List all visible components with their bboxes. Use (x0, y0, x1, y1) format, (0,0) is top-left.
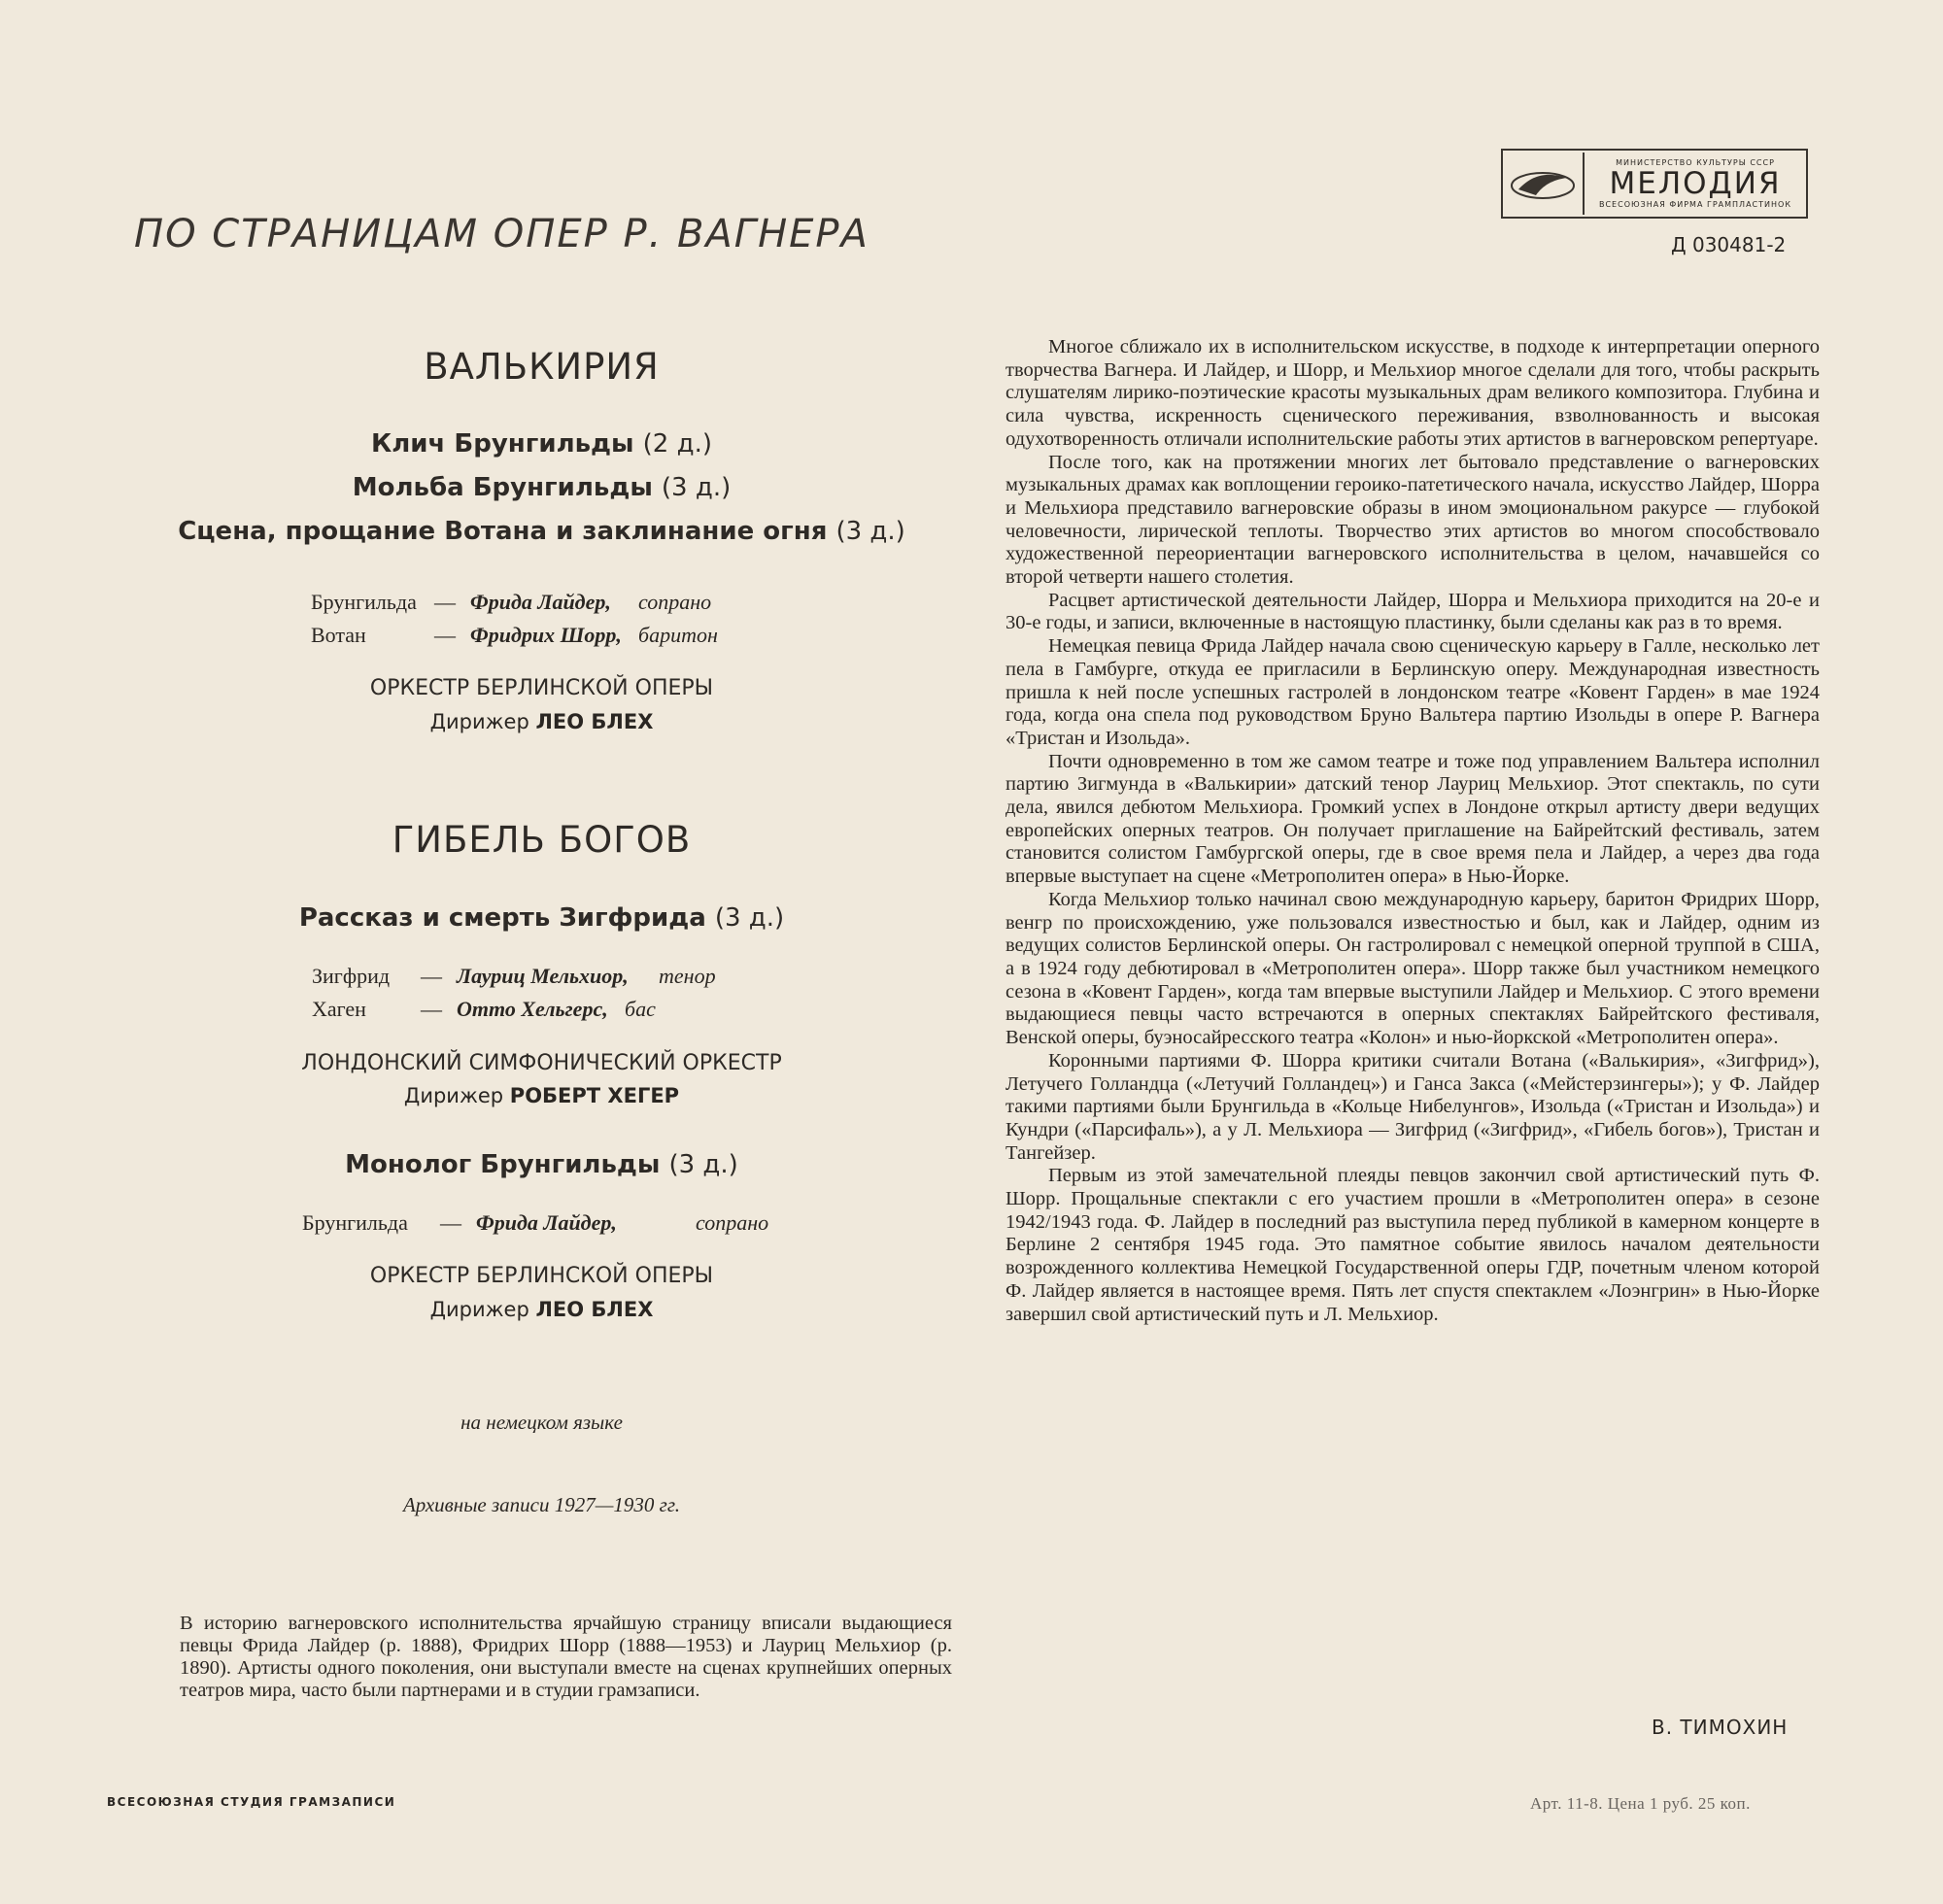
cast-line (312, 997, 656, 1022)
studio-credit: ВСЕСОЮЗНАЯ СТУДИЯ ГРАМЗАПИСИ (107, 1795, 396, 1809)
essay-paragraph: После того, как на протяжении многих лет бытовало представление о вагнеровских музыкальных драмах как воплощении героико-патетического начала, искусство Лайдер, Шорра и Мельхиора представило вагнеровские образы в ином эмоциональном ракурсе — глубокой человечности, лирической теплоты. Творчество этих артистов во многом способствовало художественной переориентации вагнеровского исполнительства в целом, начавшейся со второй четверти нашего столетия. (1006, 451, 1820, 589)
essay-paragraph: Первым из этой замечательной плеяды певцов закончил свой артистический путь Ф. Шорр. Прощальные спектакли с его участием прошли в «Метрополитен опера» в сезоне 1942/1943 года. Ф. Лайдер в последний раз выступила перед публикой в камерном концерте в Берлине 2 сентября 1945 года. Это памятное событие явилось началом деятельности возрожденного коллектива Немецкой Государственной оперы ГДР, почетным членом которой Ф. Лайдер является в настоящее время. Пять лет спустя спектаклем «Лоэнгрин» в Нью-Йорке завершил свой артистический путь и Л. Мельхиор. (1006, 1165, 1820, 1325)
track-name: Рассказ и смерть Зигфрида (298, 903, 706, 933)
cast-voice: тенор (659, 964, 716, 988)
track-5 (136, 1150, 947, 1179)
cast-artist: Отто Хельгерс, (457, 997, 608, 1021)
essay-paragraph: Коронными партиями Ф. Шорра критики считали Вотана («Валькирия», «Зигфрид»), Летучего Голландца («Летучий Голландец») и Ганса Закса («Мейстерзингеры»); у Ф. Лайдер такими партиями были Брунгильда в «Кольце Нибелунгов», Изольда («Тристан и Изольда») и Кундри («Парсифаль»), а у Л. Мельхиора — Зигфрид («Зигфрид», «Гибель богов»), Тристан и Тангейзер. (1006, 1049, 1820, 1164)
logo-brand: МЕЛОДИЯ (1609, 165, 1782, 201)
conductor-name: ЛЕО БЛЕХ (535, 1298, 654, 1321)
intro-paragraph (180, 1613, 952, 1702)
orchestra: ОРКЕСТР БЕРЛИНСКОЙ ОПЕРЫ (369, 676, 714, 700)
opera-title-gotterdammerung: ГИБЕЛЬ БОГОВ (392, 819, 692, 861)
essay-text (1006, 336, 1820, 1326)
essay-author: В. ТИМОХИН (1652, 1716, 1789, 1739)
cast-artist: Фридрих Шорр, (470, 623, 622, 647)
cast-voice: сопрано (638, 590, 712, 614)
track-act: (2 д.) (642, 429, 712, 459)
track-2 (136, 473, 947, 502)
cast-role: Брунгильда (302, 1210, 408, 1235)
cast-dash: — (421, 964, 442, 988)
track-name: Мольба Брунгильды (352, 473, 653, 502)
cast-line (311, 590, 712, 615)
cast-dash: — (434, 590, 456, 614)
cast-voice: баритон (638, 623, 718, 647)
orchestra: ЛОНДОНСКИЙ СИМФОНИЧЕСКИЙ ОРКЕСТР (301, 1051, 782, 1075)
cast-role: Хаген (312, 997, 366, 1021)
cast-role: Зигфрид (312, 964, 391, 988)
cast-line (302, 1210, 769, 1236)
logo-bottom-text: ВСЕСОЮЗНАЯ ФИРМА ГРАМПЛАСТИНОК (1598, 199, 1791, 209)
cast-artist: Фрида Лайдер, (470, 590, 611, 614)
conductor-line (136, 710, 947, 733)
track-4 (136, 903, 947, 933)
intro-text: В историю вагнеровского исполнительства ярчайшую страницу вписали выдающиеся певцы Фрида Лайдер (р. 1888), Фридрих Шорр (1888—1953) и Лауриц Мельхиор (р. 1890). Артисты одного поколения, они выступали вместе на сценах крупнейших оперных театров мира, часто были партнерами и в студии грамзаписи. (180, 1613, 952, 1701)
series-title: ПО СТРАНИЦАМ ОПЕР Р. ВАГНЕРА (134, 212, 869, 256)
cast-artist: Фрида Лайдер, (476, 1210, 617, 1235)
cast-role: Вотан (311, 623, 366, 647)
track-act: (3 д.) (714, 903, 785, 933)
track-act: (3 д.) (668, 1150, 738, 1179)
track-act: (3 д.) (661, 473, 732, 502)
essay-paragraph: Когда Мельхиор только начинал свою международную карьеру, баритон Фридрих Шорр, венгр по происхождению, уже пользовался известностью и был, как и Лайдер, одним из ведущих солистов Берлинской оперы. Он гастролировал с немецкой оперной труппой в США, а в 1924 году дебютировал в «Метрополитен опера». Шорр также был участником немецкого сезона в «Ковент Гарден», когда там впервые выступили Лайдер и Мельхиор. С этого времени выдающиеся певцы часто встречаются в оперных спектаклях Байрейтского фестиваля, Венской оперы, буэносайресского театра «Колон» и нью-йоркской «Метрополитен опера». (1006, 888, 1820, 1049)
track-name: Сцена, прощание Вотана и заклинание огня (178, 517, 828, 546)
price-line: Арт. 11-8. Цена 1 руб. 25 коп. (1530, 1794, 1751, 1813)
cast-dash: — (434, 623, 456, 647)
orchestra: ОРКЕСТР БЕРЛИНСКОЙ ОПЕРЫ (369, 1264, 714, 1288)
cast-voice: бас (625, 997, 656, 1021)
conductor-label: Дирижер (429, 1298, 529, 1321)
track-3 (136, 517, 947, 546)
cast-dash: — (421, 997, 442, 1021)
conductor-label: Дирижер (429, 710, 529, 733)
conductor-line (136, 1084, 947, 1107)
language-note: на немецком языке (460, 1411, 623, 1434)
conductor-label: Дирижер (403, 1084, 504, 1107)
track-name: Монолог Брунгильды (345, 1150, 661, 1179)
essay-paragraph: Расцвет артистической деятельности Лайдер, Шорра и Мельхиора приходится на 20-е и 30-е годы, и записи, включенные в настоящую пластинку, были сделаны как раз в то время. (1006, 589, 1820, 634)
conductor-name: ЛЕО БЛЕХ (535, 710, 654, 733)
opera-title-valkyrie: ВАЛЬКИРИЯ (424, 346, 660, 388)
melodiya-emblem-icon (1503, 153, 1585, 215)
essay-paragraph: Немецкая певица Фрида Лайдер начала свою сценическую карьеру в Галле, несколько лет пела в Гамбурге, откуда ее пригласили в Берлинскую оперу. Международная известность пришла к ней после успешных гастролей в лондонском театре «Ковент Гарден» в мае 1924 года, когда она спела под руководством Бруно Вальтера партию Изольды в опере Р. Вагнера «Тристан и Изольда». (1006, 635, 1820, 749)
essay-paragraph: Почти одновременно в том же самом театре и тоже под управлением Вальтера исполнил партию Зигмунда в «Валькирии» датский тенор Лауриц Мельхиор. Этот спектакль, по сути дела, явился дебютом Мельхиора. Громкий успех в Лондоне открыл артисту двери ведущих европейских оперных театров. Он получает приглашение на Байрейтский фестиваль, затем становится солистом Гамбургской оперы, где в свое время пела и Лайдер, а через два года впервые выступает на сцене «Метрополитен опера» в Нью-Йорке. (1006, 750, 1820, 888)
cast-artist: Лауриц Мельхиор, (457, 964, 629, 988)
track-act: (3 д.) (835, 517, 905, 546)
cast-role: Брунгильда (311, 590, 417, 614)
melodiya-logo (1501, 149, 1808, 219)
cast-dash: — (440, 1210, 461, 1235)
essay-paragraph: Многое сближало их в исполнительском искусстве, в подходе к интерпретации оперного творчества Вагнера. И Лайдер, и Шорр, и Мельхиор многое сделали для того, чтобы раскрыть слушателям лирико-поэтические красоты музыкальных драм великого композитора. Глубина и сила чувства, искренность сценического переживания, взволнованность и высокая одухотворенность отличали исполнительские работы этих артистов в вагнеровском репертуаре. (1006, 336, 1820, 450)
logo-top-text: МИНИСТЕРСТВО КУЛЬТУРЫ СССР (1616, 157, 1775, 167)
archive-note: Архивные записи 1927—1930 гг. (402, 1493, 681, 1516)
track-name: Клич Брунгильды (371, 429, 634, 459)
conductor-name: РОБЕРТ ХЕГЕР (509, 1084, 680, 1107)
cast-voice: сопрано (696, 1210, 769, 1235)
cast-line (312, 964, 716, 989)
track-1 (136, 429, 947, 459)
cast-line (311, 623, 718, 648)
catalog-number: Д 030481-2 (1671, 233, 1787, 256)
conductor-line (136, 1298, 947, 1321)
